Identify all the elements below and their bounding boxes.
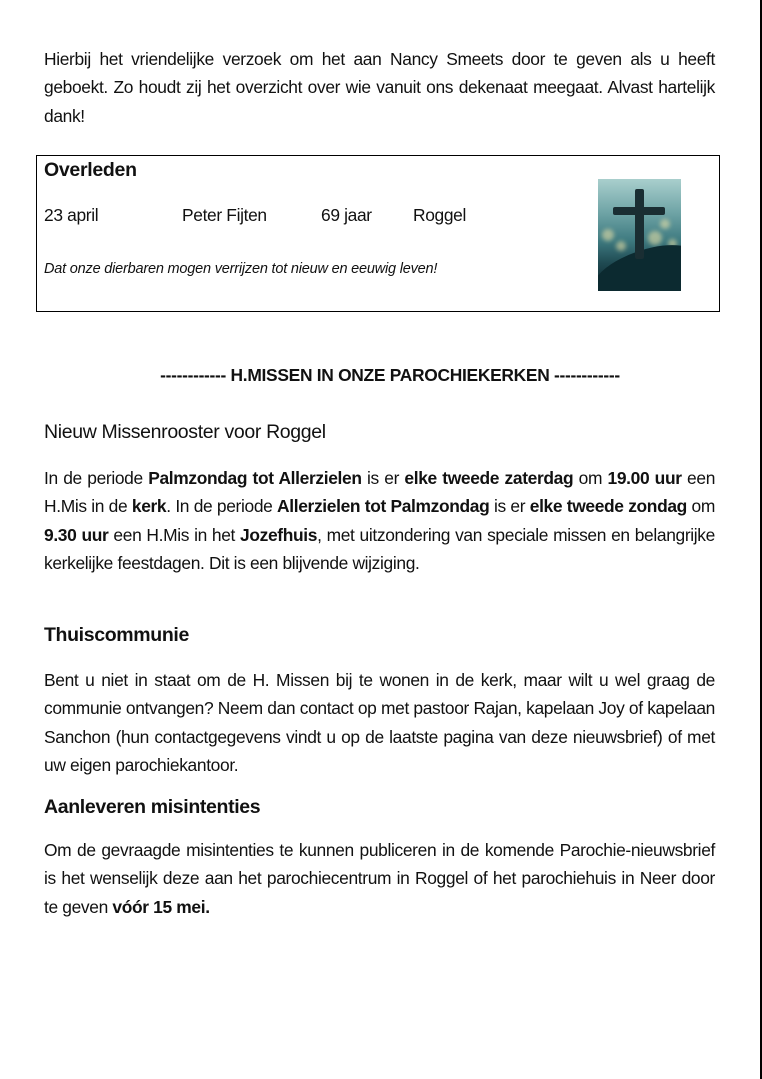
missenrooster-text: . In de periode [166, 496, 278, 517]
missenrooster-emphasis: Allerzielen tot Palmzondag [277, 496, 490, 517]
missenrooster-emphasis: 19.00 uur [607, 468, 682, 488]
section-banner-h-missen: ------------ H.MISSEN IN ONZE PAROCHIEKERKEN ------------ [160, 365, 620, 385]
missenrooster-text: In de periode [44, 468, 149, 488]
missenrooster-emphasis: Palmzondag tot Allerzielen [148, 468, 362, 488]
overleden-title: Overleden [44, 159, 137, 181]
deceased-name: Peter Fijten [182, 205, 267, 225]
thuiscommunie-paragraph: Bent u niet in staat om de H. Missen bij te wonen in de kerk, maar wilt u wel graag de communie ontvangen? Neem dan contact op met pastoor Rajan, kapelaan Joy of kapelaan Sanchon (hun contactgegevens vindt u op de laatste pagina van deze nieuwsbrief) of met uw eigen parochiekantoor. [44, 670, 715, 775]
bokeh-light [602, 229, 614, 241]
overleden-quote: Dat onze dierbaren mogen verrijzen tot nieuw en eeuwig leven! [44, 261, 438, 277]
cross-on-hill-image [598, 179, 681, 291]
missenrooster-heading: Nieuw Missenrooster voor Roggel [44, 421, 326, 443]
deceased-place: Roggel [413, 205, 467, 225]
cross-icon [635, 189, 644, 259]
missenrooster-emphasis: elke tweede zaterdag [404, 468, 574, 488]
intro-paragraph: Hierbij het vriendelijke verzoek om het aan Nancy Smeets door te geven als u heeft geboekt. Zo houdt zij het overzicht over wie vanuit ons dekenaat meegaat. Alvast hartelijk dank! [44, 49, 715, 126]
bokeh-light [616, 241, 626, 251]
misintenties-paragraph [44, 836, 715, 921]
missenrooster-text: om [573, 468, 608, 488]
bokeh-light [648, 231, 662, 245]
missenrooster-text: om [686, 496, 715, 517]
missenrooster-text: is er [489, 496, 530, 517]
missenrooster-paragraph [44, 464, 715, 577]
thuiscommunie-heading: Thuiscommunie [44, 624, 189, 646]
missenrooster-text: een H.Mis in de [44, 468, 716, 517]
misintenties-deadline: vóór 15 mei. [112, 896, 210, 917]
missenrooster-emphasis: kerk [131, 496, 167, 517]
bokeh-light [660, 219, 670, 229]
missenrooster-emphasis: 9.30 uur [44, 524, 109, 545]
deceased-date: 23 april [44, 205, 99, 225]
misintenties-heading: Aanleveren misintenties [44, 796, 261, 818]
overleden-box [36, 155, 720, 312]
missenrooster-text: , met uitzondering van speciale missen en belangrijke kerkelijke feestdagen. Dit is een blijvende wijziging. [44, 524, 715, 573]
deceased-age: 69 jaar [321, 205, 372, 225]
missenrooster-text: is er [361, 468, 405, 488]
missenrooster-emphasis: elke tweede zondag [529, 496, 687, 517]
misintenties-text: Om de gevraagde misintenties te kunnen publiceren in de komende Parochie-nieuwsbrief is het wenselijk deze aan het parochiecentrum in Roggel of het parochiehuis in Neer door te geven [44, 840, 715, 917]
missenrooster-text: een H.Mis in het [108, 524, 241, 545]
missenrooster-emphasis: Jozefhuis [240, 524, 318, 545]
cross-icon-beam [613, 207, 665, 215]
